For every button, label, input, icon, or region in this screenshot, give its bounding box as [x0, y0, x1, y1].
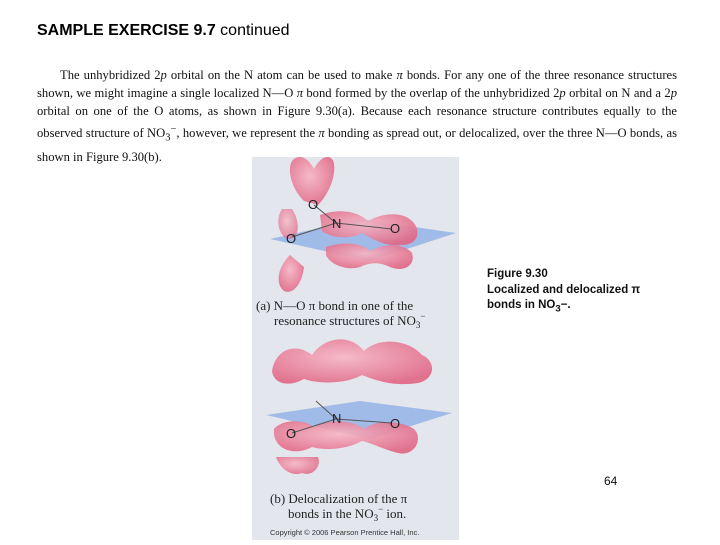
para-text: orbital on the N atom can be used to make [166, 68, 397, 82]
upper-delocalized-lobe [272, 339, 432, 384]
lower-orbital-lobe [279, 255, 304, 292]
lower-delocalized-lobe [276, 457, 319, 474]
localized-pi-bond-diagram [256, 157, 456, 330]
oxygen-label: O [286, 231, 297, 246]
label-text: bonds in the NO [288, 506, 374, 521]
para-pi: π [296, 86, 303, 101]
nitrogen-label: N [332, 216, 342, 231]
label-sup: − [378, 504, 384, 514]
exercise-heading-bold: SAMPLE EXERCISE 9.7 [37, 22, 216, 39]
exercise-heading-rest: continued [215, 22, 290, 39]
oxygen-label: O [308, 197, 319, 212]
caption-line [487, 298, 640, 317]
label-sub: 3 [373, 513, 379, 523]
oxygen-label: O [390, 221, 401, 236]
para-italic: p [160, 68, 167, 82]
figure-label-a-line1: (a) N—O π bond in one of the [256, 298, 414, 313]
caption-text: −. [560, 299, 571, 311]
caption-sub: 3 [555, 303, 561, 315]
oxygen-label: O [286, 426, 297, 441]
para-text: , however, we represent the [176, 125, 319, 140]
figure-label-b-line1: (b) Delocalization of the π [270, 491, 408, 506]
caption-line: Localized and delocalized π [487, 283, 641, 296]
figure-9-30-image [252, 157, 459, 540]
caption-text: bonds in NO [487, 299, 556, 311]
copyright-notice: Copyright © 2006 Pearson Prentice Hall, Inc. [270, 528, 420, 537]
para-text: orbital on N and a 2 [565, 86, 671, 101]
oxygen-label: O [390, 416, 401, 431]
label-text: ion. [383, 506, 407, 521]
para-italic: p [559, 86, 566, 101]
label-sub: 3 [415, 320, 421, 330]
label-sup: − [420, 311, 426, 321]
figure-label-a-line2 [274, 311, 425, 330]
figure-label-b-line2 [288, 504, 406, 523]
para-italic: p [670, 86, 677, 101]
delocalized-pi-bond-diagram [266, 339, 452, 537]
para-pi: π [318, 125, 325, 140]
para-text: The unhybridized 2 [60, 68, 161, 82]
para-sub: 3 [165, 132, 171, 144]
page-number: 64 [604, 474, 618, 488]
para-text: bonding as spread out, or delocalized, over the three N—O bonds, as shown in Figure 9.30(b). [37, 125, 677, 164]
orbital-diagram [252, 157, 459, 540]
para-text: orbital on one of the O atoms, as shown in Figure 9.30(a). Because each resonance structure contributes equally to the observed structure of NO [37, 104, 677, 140]
para-text: bond formed by the overlap of the unhybridized 2 [303, 86, 560, 101]
figure-caption [487, 267, 640, 317]
para-pi: π [396, 68, 403, 82]
exercise-heading [37, 22, 290, 40]
explanation-paragraph [37, 66, 677, 166]
caption-line: Figure 9.30 [487, 268, 548, 280]
label-text: resonance structures of NO [274, 313, 416, 328]
para-text: bonds. For any one of the three resonance structures shown, we might imagine a single localized N—O [37, 68, 677, 101]
para-sup: − [170, 123, 177, 135]
nitrogen-label: N [332, 411, 342, 426]
